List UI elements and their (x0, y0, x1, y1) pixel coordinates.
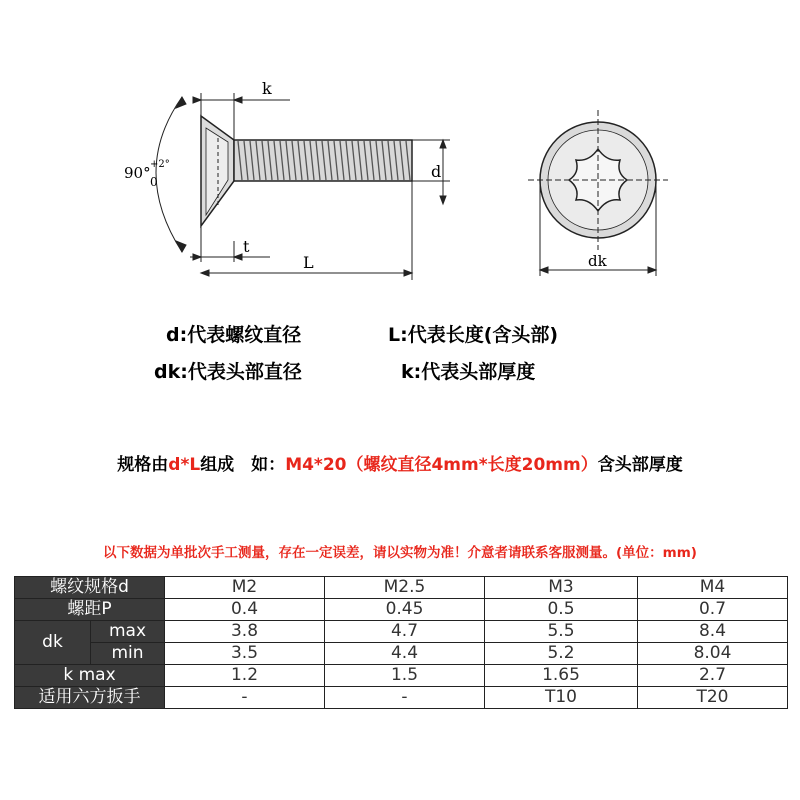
spec-prefix: 规格由 (117, 455, 169, 475)
legend-dk: dk:代表头部直径 (154, 361, 302, 383)
spec-example: M4*20（螺纹直径4mm*长度20mm） (285, 455, 598, 475)
wrench-cell: - (325, 687, 485, 709)
size-cell: M2.5 (325, 577, 485, 599)
label-angle: 90° (124, 164, 151, 182)
label-angle-minus: 0 (150, 175, 158, 189)
label-d: d (431, 162, 442, 181)
dk-max-cell: 4.7 (325, 621, 485, 643)
k-max-label: k max (15, 665, 165, 687)
pitch-cell: 0.5 (485, 599, 638, 621)
header-label: 螺纹规格d (15, 577, 165, 599)
legend-d: d:代表螺纹直径 (166, 324, 302, 346)
table-row (15, 643, 788, 665)
spec-middle: 组成 如： (200, 455, 286, 475)
spec-description (0, 450, 800, 475)
dk-min-cell: 4.4 (325, 643, 485, 665)
dk-label: dk (15, 621, 91, 665)
table-row (15, 577, 788, 599)
label-L: L (303, 253, 314, 272)
label-t: t (243, 237, 250, 256)
k-max-cell: 1.5 (325, 665, 485, 687)
wrench-cell: T20 (638, 687, 788, 709)
table-row (15, 687, 788, 709)
dk-max-cell: 5.5 (485, 621, 638, 643)
wrench-cell: - (165, 687, 325, 709)
dk-min-label: min (91, 643, 165, 665)
pitch-cell: 0.45 (325, 599, 485, 621)
size-cell: M4 (638, 577, 788, 599)
table-row (15, 665, 788, 687)
wrench-cell: T10 (485, 687, 638, 709)
k-max-cell: 1.2 (165, 665, 325, 687)
label-dk: dk (588, 252, 607, 270)
table-row (15, 621, 788, 643)
size-cell: M2 (165, 577, 325, 599)
dimension-t (190, 226, 270, 262)
size-cell: M3 (485, 577, 638, 599)
table-row (15, 599, 788, 621)
pitch-cell: 0.7 (638, 599, 788, 621)
dimension-angle (156, 97, 186, 252)
pitch-label: 螺距P (15, 599, 165, 621)
dk-min-cell: 5.2 (485, 643, 638, 665)
dk-max-label: max (91, 621, 165, 643)
screw-top-view (528, 110, 668, 250)
wrench-label: 适用六方扳手 (15, 687, 165, 709)
screw-drawing (0, 0, 800, 320)
label-angle-plus: +2° (150, 159, 170, 170)
dk-min-cell: 3.5 (165, 643, 325, 665)
dk-max-cell: 8.4 (638, 621, 788, 643)
spec-table (14, 576, 788, 709)
spec-suffix: 含头部厚度 (597, 455, 683, 475)
k-max-cell: 1.65 (485, 665, 638, 687)
dk-min-cell: 8.04 (638, 643, 788, 665)
dk-max-cell: 3.8 (165, 621, 325, 643)
measurement-notice: 以下数据为单批次手工测量，存在一定误差，请以实物为准！介意者请联系客服测量。(单位：mm) (103, 545, 697, 561)
pitch-cell: 0.4 (165, 599, 325, 621)
spec-formula: d*L (168, 455, 201, 475)
legend-L: L:代表长度(含头部) (388, 324, 559, 346)
label-k: k (262, 79, 272, 98)
legend-k: k:代表头部厚度 (401, 361, 536, 383)
k-max-cell: 2.7 (638, 665, 788, 687)
